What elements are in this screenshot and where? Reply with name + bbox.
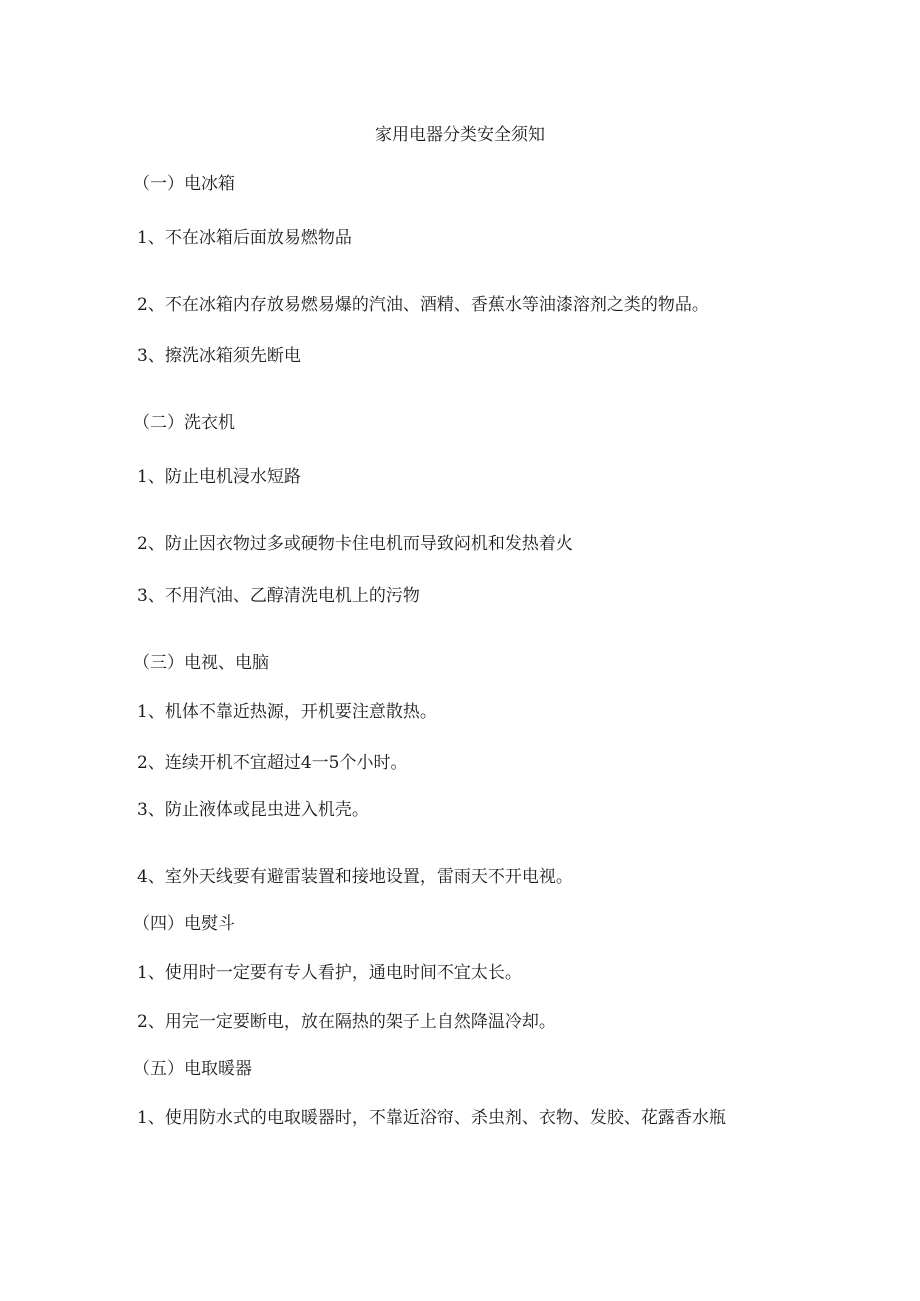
list-item: 1、不在冰箱后面放易燃物品 <box>137 228 352 248</box>
document-title: 家用电器分类安全须知 <box>375 125 545 145</box>
list-item: 3、擦洗冰箱须先断电 <box>137 346 301 366</box>
section-heading-heater: （五）电取暖器 <box>133 1059 252 1079</box>
section-heading-refrigerator: （一）电冰箱 <box>133 174 235 194</box>
list-item: 3、不用汽油、乙醇清洗电机上的污物 <box>137 586 420 606</box>
list-item: 1、防止电机浸水短路 <box>137 467 301 487</box>
list-item: 2、不在冰箱内存放易燃易爆的汽油、酒精、香蕉水等油漆溶剂之类的物品。 <box>137 295 709 315</box>
list-item: 1、使用防水式的电取暖器时，不靠近浴帘、杀虫剂、衣物、发胶、花露香水瓶 <box>137 1108 726 1128</box>
section-heading-washing-machine: （二）洗衣机 <box>133 413 235 433</box>
list-item: 2、连续开机不宜超过4一5个小时。 <box>137 753 408 773</box>
list-item: 1、使用时一定要有专人看护，通电时间不宜太长。 <box>137 963 522 983</box>
list-item: 3、防止液体或昆虫进入机壳。 <box>137 800 369 820</box>
list-item: 2、用完一定要断电，放在隔热的架子上自然降温冷却。 <box>137 1012 556 1032</box>
list-item: 2、防止因衣物过多或硬物卡住电机而导致闷机和发热着火 <box>137 534 573 554</box>
section-heading-tv-computer: （三）电视、电脑 <box>133 653 269 673</box>
section-heading-iron: （四）电熨斗 <box>133 914 235 934</box>
list-item: 4、室外天线要有避雷装置和接地设置，雷雨天不开电视。 <box>137 867 573 887</box>
list-item: 1、机体不靠近热源，开机要注意散热。 <box>137 702 437 722</box>
